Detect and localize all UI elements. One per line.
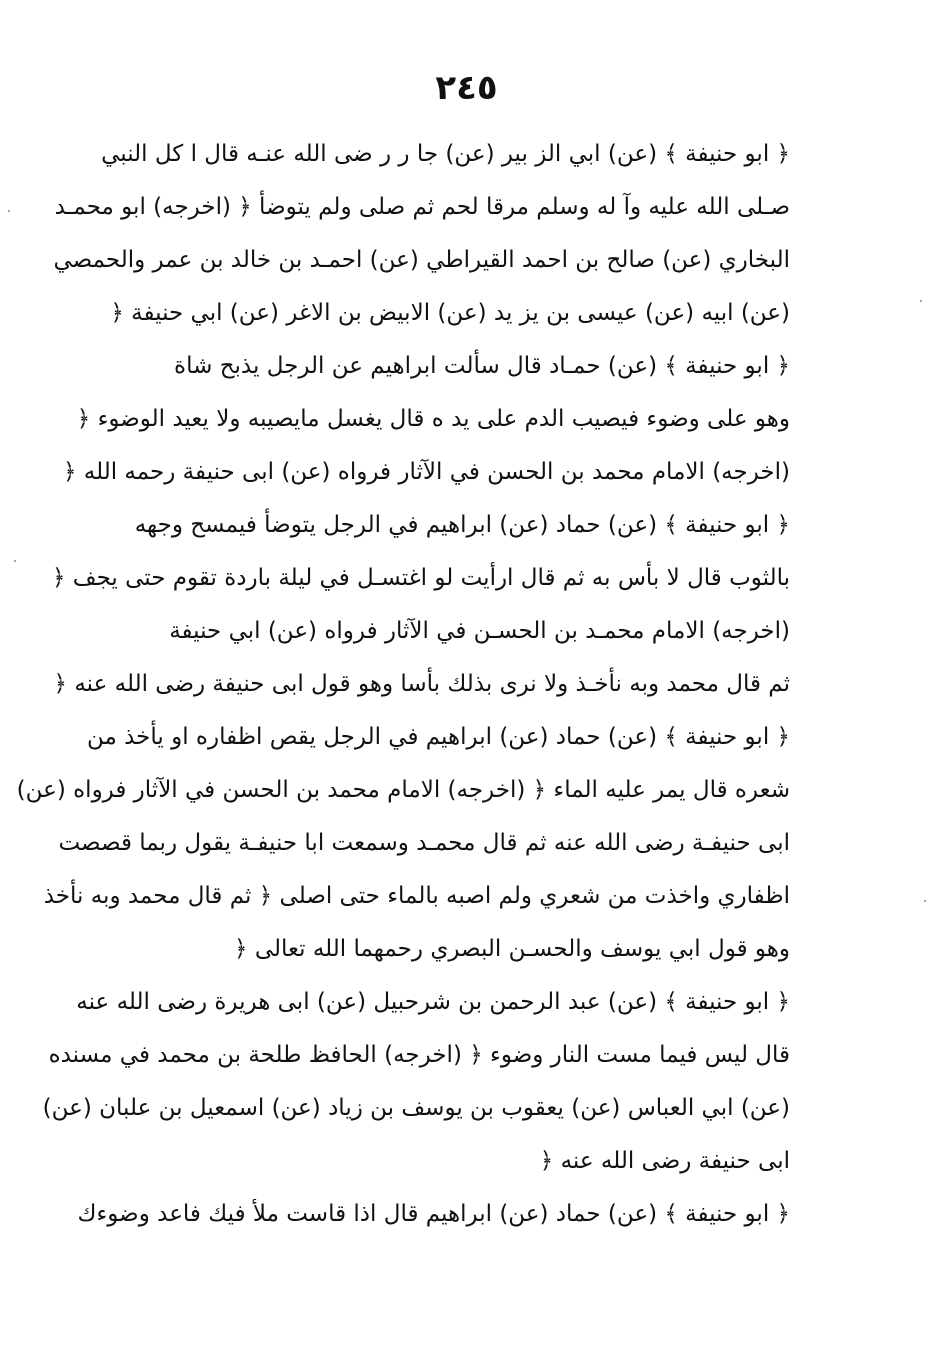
text-line: (عن) ابيه (عن) عيسى بن يز يد (عن) الابيض بن الاغر (عن) ابي حنيفة ﴿ [110, 300, 790, 326]
text-line: ﴿ ابو حنيفة ﴾ (عن) ابي الز بير (عن) جا ر ر ضى الله عنـه قال ا كل النبي [101, 141, 790, 167]
text-line: صـلى الله عليه وآ له وسلم مرقا لحم ثم صلى ولم يتوضأ ﴿ (اخرجه) ابو محمـد [54, 194, 790, 220]
page-number: ٢٤٥ [435, 68, 498, 108]
margin-speck [14, 560, 16, 562]
text-line: ثم قال محمد وبه نأخـذ ولا نرى بذلك بأسا وهو قول ابى حنيفة رضى الله عنه ﴿ [53, 671, 790, 697]
margin-speck [920, 300, 922, 302]
text-line: وهو قول ابي يوسف والحسـن البصري رحمهما الله تعالى ﴿ [234, 936, 790, 962]
text-line: ﴿ ابو حنيفة ﴾ (عن) حمـاد قال سألت ابراهيم عن الرجل يذبح شاة [174, 353, 790, 379]
margin-speck [8, 210, 10, 212]
text-line: ابى حنيفـة رضى الله عنه ثم قال محمـد وسمعت ابا حنيفـة يقول ربما قصصت [58, 830, 790, 856]
arabic-text-body [16, 128, 790, 1241]
text-line: بالثوب قال لا بأس به ثم قال ارأيت لو اغتسـل في ليلة باردة تقوم حتى يجف ﴿ [51, 565, 790, 591]
text-line: ﴿ ابو حنيفة ﴾ (عن) حماد (عن) ابراهيم قال اذا قاست ملأ فيك فاعد وضوءك [77, 1201, 790, 1227]
text-line: قال ليس فيما مست النار وضوء ﴿ (اخرجه) الحافظ طلحة بن محمد في مسنده [48, 1042, 790, 1068]
text-line: (عن) ابي العباس (عن) يعقوب بن يوسف بن زياد (عن) اسمعيل بن علبان (عن) [42, 1095, 790, 1121]
text-line: شعره قال يمر عليه الماء ﴿ (اخرجه) الامام محمد بن الحسن في الآثار فرواه (عن) [16, 777, 790, 803]
text-line: ﴿ ابو حنيفة ﴾ (عن) حماد (عن) ابراهيم في الرجل يقص اظفاره او يأخذ من [86, 724, 790, 750]
text-line: ﴿ ابو حنيفة ﴾ (عن) حماد (عن) ابراهيم في الرجل يتوضأ فيمسح وجهه [134, 512, 790, 538]
text-line: (اخرجه) الامام محمـد بن الحسـن في الآثار فرواه (عن) ابي حنيفة [169, 618, 790, 644]
text-line: ﴿ ابو حنيفة ﴾ (عن) عبد الرحمن بن شرحبيل (عن) ابى هريرة رضى الله عنه [76, 989, 790, 1015]
text-line: (اخرجه) الامام محمد بن الحسن في الآثار فرواه (عن) ابى حنيفة رحمه الله ﴿ [62, 459, 790, 485]
text-line: البخاري (عن) صالح بن احمد القيراطي (عن) احمـد بن خالد بن عمر والحمصي [53, 247, 790, 273]
text-line: اظفاري واخذت من شعري ولم اصبه بالماء حتى اصلى ﴿ ثم قال محمد وبه نأخذ [43, 883, 790, 909]
text-line: وهو على وضوء فيصيب الدم على يد ه قال يغسل مايصيبه ولا يعيد الوضوء ﴿ [76, 406, 790, 432]
margin-speck [924, 900, 926, 902]
text-line: ابى حنيفة رضى الله عنه ﴿ [539, 1148, 790, 1174]
